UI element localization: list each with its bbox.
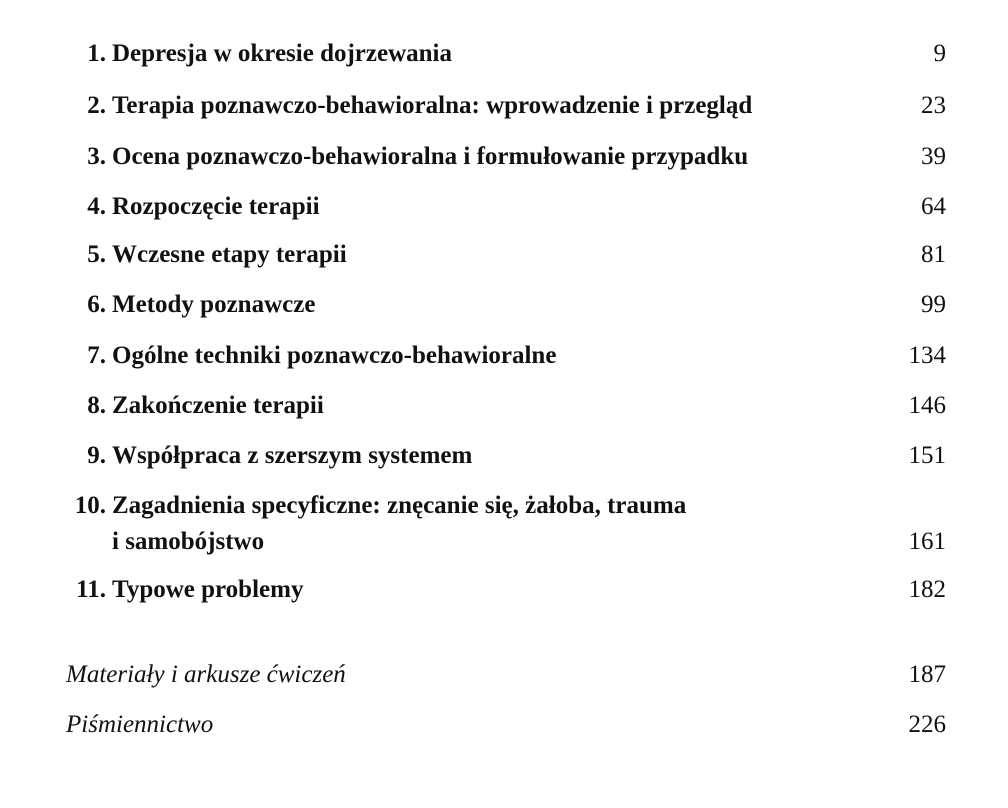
- chapter-number: 2.: [87, 92, 106, 119]
- chapter-number: 6.: [87, 291, 106, 318]
- toc-entry-9: [0, 436, 1008, 476]
- toc-entry-8: [0, 386, 1008, 426]
- chapter-number: 10.: [74, 492, 106, 519]
- page-number: 81: [921, 241, 946, 268]
- chapter-title: Rozpoczęcie terapii: [112, 193, 320, 220]
- page-number: 161: [908, 528, 946, 555]
- page-number: 182: [908, 576, 946, 603]
- toc-entry-5: [0, 235, 1008, 275]
- toc-entry-materials: [0, 655, 1008, 695]
- chapter-number: 7.: [87, 342, 106, 369]
- backmatter-title: Piśmiennictwo: [66, 711, 214, 738]
- chapter-number: 8.: [87, 392, 106, 419]
- toc-entry-bibliography: [0, 705, 1008, 745]
- toc-entry-2: [0, 86, 1008, 126]
- page-number: 23: [921, 92, 946, 119]
- page-number: 146: [908, 392, 946, 419]
- page-number: 151: [908, 442, 946, 469]
- chapter-title: Współpraca z szerszym systemem: [112, 442, 473, 469]
- chapter-title: Typowe problemy: [112, 576, 304, 603]
- chapter-title: Zakończenie terapii: [112, 392, 324, 419]
- toc-entry-1: [0, 34, 1008, 74]
- page-number: 226: [908, 711, 946, 738]
- chapter-title: [112, 488, 686, 560]
- chapter-title: Metody poznawcze: [112, 291, 316, 318]
- chapter-number: 3.: [87, 143, 106, 170]
- backmatter-title: Materiały i arkusze ćwiczeń: [66, 661, 346, 688]
- chapter-number: 11.: [76, 576, 106, 603]
- toc-entry-6: [0, 285, 1008, 325]
- page-number: 99: [921, 291, 946, 318]
- chapter-title: Ogólne techniki poznawczo-behawioralne: [112, 342, 557, 369]
- chapter-number: 9.: [87, 442, 106, 469]
- chapter-title: Depresja w okresie dojrzewania: [112, 40, 452, 67]
- chapter-number: 4.: [87, 193, 106, 220]
- toc-entry-11: [0, 570, 1008, 610]
- page-number: 39: [921, 143, 946, 170]
- chapter-title: Wczesne etapy terapii: [112, 241, 347, 268]
- toc-entry-7: [0, 336, 1008, 376]
- chapter-title: Ocena poznawczo-behawioralna i formułowanie przypadku: [112, 143, 749, 170]
- page-number: 64: [921, 193, 946, 220]
- toc-entry-3: [0, 137, 1008, 177]
- toc-entry-10: [0, 486, 1008, 566]
- chapter-title-line-1: Zagadnienia specyficzne: znęcanie się, żałoba, trauma: [112, 492, 687, 519]
- page-number: 9: [933, 40, 946, 67]
- chapter-number: 1.: [87, 40, 106, 67]
- chapter-title-line-2: i samobójstwo: [112, 528, 265, 555]
- chapter-number: 5.: [87, 241, 106, 268]
- page-number: 187: [908, 661, 946, 688]
- page-number: 134: [908, 342, 946, 369]
- toc-entry-4: [0, 187, 1008, 227]
- chapter-title: Terapia poznawczo-behawioralna: wprowadzenie i przegląd: [112, 92, 753, 119]
